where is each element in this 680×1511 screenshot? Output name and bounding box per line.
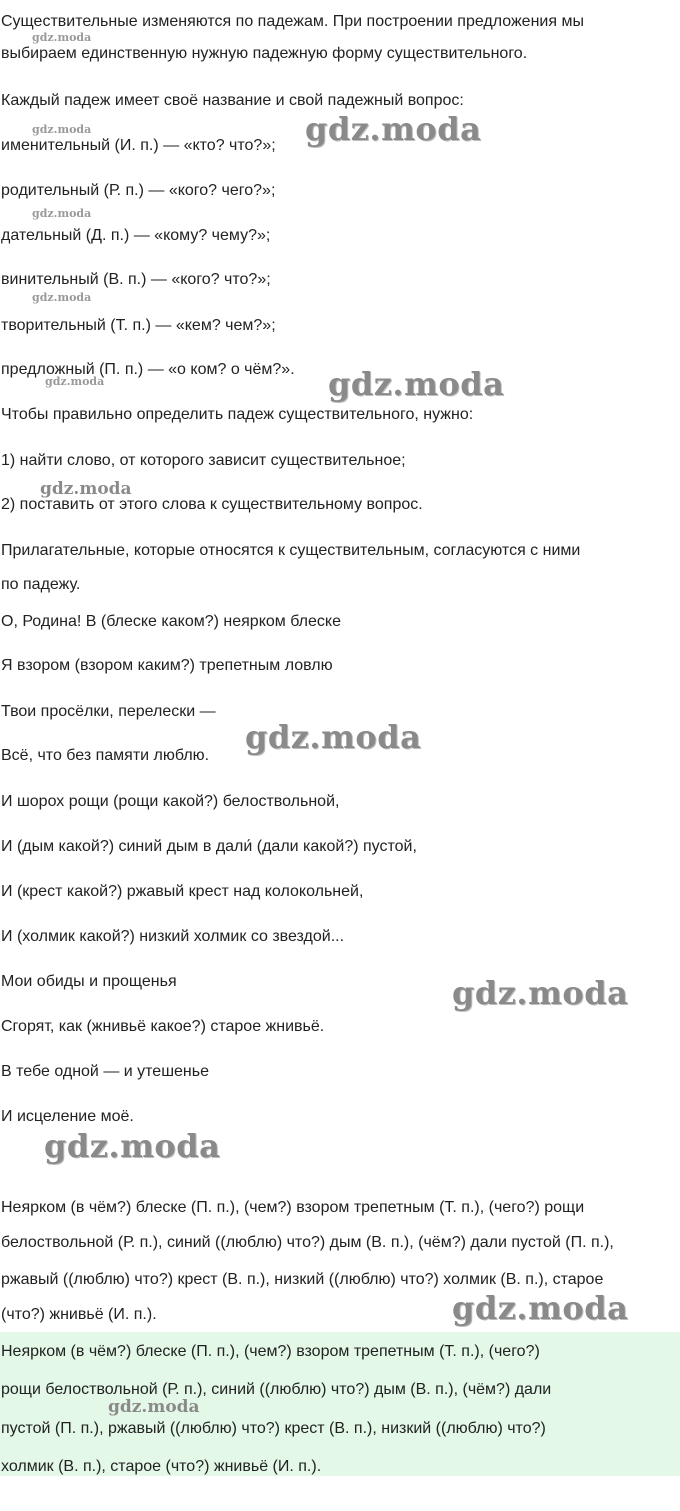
- text-line: 2) поставить от этого слова к существительному вопрос.: [1, 496, 423, 513]
- poem-line: Я взором (взором каким?) трепетным ловлю: [1, 657, 333, 674]
- text-line: именительный (И. п.) — «кто? что?»;: [1, 137, 276, 154]
- poem-line: О, Родина! В (блеске каком?) неярком блеске: [1, 613, 341, 630]
- watermark-logo: gdz.moda: [452, 974, 629, 1012]
- watermark-logo: gdz.moda: [32, 291, 92, 304]
- text-line: Чтобы правильно определить падеж существительного, нужно:: [1, 406, 474, 423]
- poem-line: Сгорят, как (жнивьё какое?) старое жнивьё.: [1, 1018, 325, 1035]
- watermark-logo: gdz.moda: [328, 365, 505, 403]
- text-line: винительный (В. п.) — «кого? что?»;: [1, 271, 271, 288]
- watermark-logo: gdz.moda: [45, 375, 105, 388]
- answer-line: Неярком (в чём?) блеске (П. п.), (чем?) взором трепетным (Т. п.), (чего?): [1, 1343, 540, 1360]
- text-line: родительный (Р. п.) — «кого? чего?»;: [1, 182, 276, 199]
- text-line: Каждый падеж имеет своё название и свой падежный вопрос:: [1, 92, 464, 109]
- text-line: предложный (П. п.) — «о ком? о чём?».: [1, 361, 295, 378]
- text-line: Неярком (в чём?) блеске (П. п.), (чем?) взором трепетным (Т. п.), (чего?) рощи: [1, 1199, 585, 1216]
- watermark-logo: gdz.moda: [108, 1397, 200, 1417]
- text-line: по падежу.: [1, 576, 81, 593]
- text-line: (что?) жнивьё (И. п.).: [1, 1306, 157, 1323]
- poem-line: И исцеление моё.: [1, 1108, 134, 1125]
- poem-line: И (дым какой?) синий дым в дали́ (дали какой?) пустой,: [1, 838, 417, 855]
- watermark-logo: gdz.moda: [40, 479, 132, 499]
- answer-line: пустой (П. п.), ржавый ((люблю) что?) крест (В. п.), низкий ((люблю) что?): [1, 1420, 546, 1437]
- watermark-logo: gdz.moda: [32, 123, 92, 136]
- poem-line: Всё, что без памяти люблю.: [1, 747, 210, 764]
- poem-line: И (холмик какой?) низкий холмик со звездой...: [1, 928, 345, 945]
- watermark-logo: gdz.moda: [245, 718, 422, 756]
- text-line: выбираем единственную нужную падежную форму существительного.: [1, 45, 528, 62]
- poem-line: И (крест какой?) ржавый крест над колокольней,: [1, 883, 364, 900]
- text-line: дательный (Д. п.) — «кому? чему?»;: [1, 227, 271, 244]
- text-line: ржавый ((люблю) что?) крест (В. п.), низкий ((люблю) что?) холмик (В. п.), старое: [1, 1271, 604, 1288]
- text-line: творительный (Т. п.) — «кем? чем?»;: [1, 317, 276, 334]
- watermark-logo: gdz.moda: [44, 1127, 221, 1165]
- poem-line: Твои просёлки, перелески —: [1, 703, 216, 720]
- answer-line: холмик (В. п.), старое (что?) жнивьё (И. п.).: [1, 1458, 322, 1475]
- watermark-logo: gdz.moda: [305, 110, 482, 148]
- watermark-logo: gdz.moda: [32, 207, 92, 220]
- text-line: белоствольной (Р. п.), синий ((люблю) что?) дым (В. п.), (чём?) дали пустой (П. п.),: [1, 1234, 614, 1251]
- answer-line: рощи белоствольной (Р. п.), синий ((люблю) что?) дым (В. п.), (чём?) дали: [1, 1381, 552, 1398]
- text-line: Существительные изменяются по падежам. При построении предложения мы: [1, 13, 584, 30]
- text-line: Прилагательные, которые относятся к существительным, согласуются с ними: [1, 542, 581, 559]
- watermark-logo: gdz.moda: [32, 31, 92, 44]
- text-line: 1) найти слово, от которого зависит существительное;: [1, 452, 406, 469]
- poem-line: Мои обиды и прощенья: [1, 973, 177, 990]
- poem-line: И шорох рощи (рощи какой?) белоствольной,: [1, 793, 340, 810]
- watermark-logo: gdz.moda: [452, 1289, 629, 1327]
- poem-line: В тебе одной — и утешенье: [1, 1063, 209, 1080]
